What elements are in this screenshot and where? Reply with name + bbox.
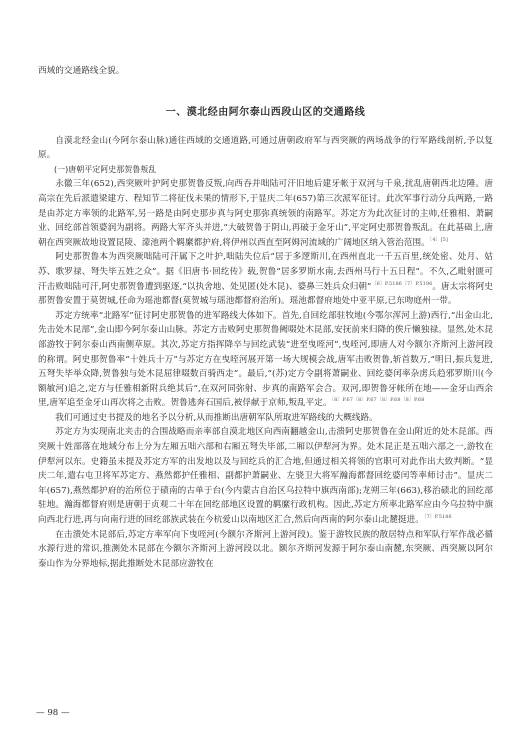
section-heading: 一、漠北经由阿尔泰山西段山区的交通路线 [165, 106, 366, 118]
paragraph-4 [38, 309, 493, 411]
paragraph-2-text: 永徽三年(652),西突厥叶护阿史那贺鲁反叛,向西吞并咄陆可汗旧地后建牙帐于双河与千泉,扰乱唐朝西北边陲。唐高宗在先后派遣梁建方、程知节二将征伐未果的情形下,于显庆二年(657)第三次派军征讨。此次军事行动分兵两路,一路是由苏定方率领的北路军,另一路是由阿史那步真与阿史那弥真统领的南路军。苏定方为此次征讨的主帅,任雅相、萧嗣业、回纥部首领婆润为副将。两路大军齐头并进,“大破贺鲁于阴山,再破于金牙山”,平定阿史那贺鲁叛乱。在此基础上,唐朝在西突厥故地设置昆陵、濛池两个羁縻都护府,将伊州以西直至阿姆河流域的广阔地区纳入管治范围。 [38, 179, 493, 248]
paragraph-3 [38, 250, 493, 308]
page-number: — 98 — [36, 708, 70, 718]
paragraph-2 [38, 177, 493, 250]
paragraph-4-text: 苏定方统率“北路军”征讨阿史那贺鲁的进军路线大体如下。首先,自回纥部驻牧地(今鄂尔浑河上游)西行,“出金山北,先击处木昆部”,金山即今阿尔泰山山脉。苏定方击败阿史那贺鲁阙啜处木昆部,安抚前来归降的俟斤懒独禄。显然,处木昆部游牧于阿尔泰山西南侧草原。其次,苏定方指挥降卒与回纥武装“进至曳咥河”,曳咥河,即唐人对今额尔齐斯河上游河段的称谓。阿史那贺鲁率“十姓兵十万”与苏定方在曳咥河展开第一场大规模会战,唐军击败贺鲁,斩首数万,“明日,振兵复进,五弩失毕举众降,贺鲁独与处木昆屈律啜数百骑西走”。最后,“(苏)定方令副将萧嗣业、回纥婆闰率杂虏兵趋邪罗斯川(今额敏河)追之,定方与任雅相新附兵绝其后”,在双河同弥射、步真的南路军会合。双河,即贺鲁牙帐所在地——金牙山西余里,唐军追至金牙山再次将之击败。贺鲁逃奔石国后,被俘献于京师,叛乱平定。 [38, 310, 493, 409]
footnote-ref: 〔6〕P.5186 [371, 280, 402, 287]
intro-line: 西域的交通路线全貌。 [38, 66, 125, 76]
footnote-ref: 〔8〕P.67 [331, 397, 353, 404]
paragraph-3-text-a: 阿史那贺鲁本为西突厥咄陆可汗属下之叶护,咄陆失位后“居于多逻斯川,在西州直北一千五百里,统处密、处月、姑苏、歌罗禄、弩失毕五姓之众”。据《旧唐书·回纥传》载,贺鲁“居多罗斯水南,去西州马行十五日程”。不久,乙毗射匮可汗击败咄陆可汗,阿史那贺鲁遭到驱逐,“以执舍地、处见匿(处木昆)、婆鼻三姓兵众归朝” [38, 252, 493, 292]
footnote-ref: 〔8〕P.68 [400, 397, 425, 404]
paragraph-7: 在击溃处木昆部后,苏定方率军向下曳咥河(今额尔齐斯河上游河段)。鉴于游牧民族的散居特点和军队行军作战必循水源行进的常识,推测处木昆部在今额尔齐斯河上游河段以北。额尔齐斯河发源于阿尔泰山南麓,东突厥、西突厥以阿尔泰山作为分界地标,据此推断处木昆部应游牧在 [38, 529, 493, 569]
footnote-ref: 〔7〕P.5186 [423, 514, 452, 521]
paragraph-3-text-b: 。唐太宗将阿史那贺鲁安置于莫贺城,任命为瑶池都督(莫贺城与瑶池都督府治所)。瑶池都督府地处中亚平原,已东吻庭州一带。 [38, 281, 494, 307]
paragraph-6-text: 苏定方为实现南北夹击的合围战略而亲率部自漠北地区向西南翻越金山,击溃阿史那贺鲁在金山附近的处木昆部。西突厥十姓部落在地域分布上分为左厢五咄六部和右厢五弩失毕部,二厢以伊犁河为界。处木昆正是五咄六部之一,游牧在伊犁河以东。史籍虽未提及苏定方军的出发地以及与回纥兵的汇合地,但通过相关将领的官职可对此作出大致判断。“显庆二年,遣右屯卫将军苏定方、燕然都护任雅相、副都护萧嗣业、左骁卫大将军瀚海都督回纥婆闰等率师讨击”。显庆二年(657),燕然都护府的治所位于碛南的古单于台(今内蒙古自治区乌拉特中旗西南部);龙朔三年(663),移治碛北的回纥部驻地。瀚海都督府则是唐朝于贞观二十年在回纥部地区设置的羁縻行政机构。因此,苏定方所率北路军应由今乌拉特中旗向西北行进,再与向南行进的回纥部族武装在今杭爱山以南地区汇合,然后向西南的阿尔泰山北麓挺进。 [38, 427, 493, 526]
footnote-ref: 〔4〕[5] [429, 236, 448, 243]
article-body [38, 64, 493, 571]
footnote-ref: 〔8〕P.67 [352, 397, 377, 404]
paragraph-6 [38, 425, 493, 527]
subsection-heading: (一)唐朝平定阿史那贺鲁叛乱 [54, 164, 157, 174]
footnote-ref: 〔7〕P.5196 [401, 280, 433, 287]
paragraph-5: 我们可通过史书提及的地名予以分析,从而推断出唐朝军队所取进军路线的大概线路。 [55, 412, 378, 423]
footnote-ref: 〔8〕P.68 [376, 397, 401, 404]
paragraph-1: 自漠北经金山(今阿尔泰山脉)通往西域的交通道路,可通过唐朝政府军与西突厥的两场战争的行军路线剖析,予以复原。 [38, 135, 493, 161]
